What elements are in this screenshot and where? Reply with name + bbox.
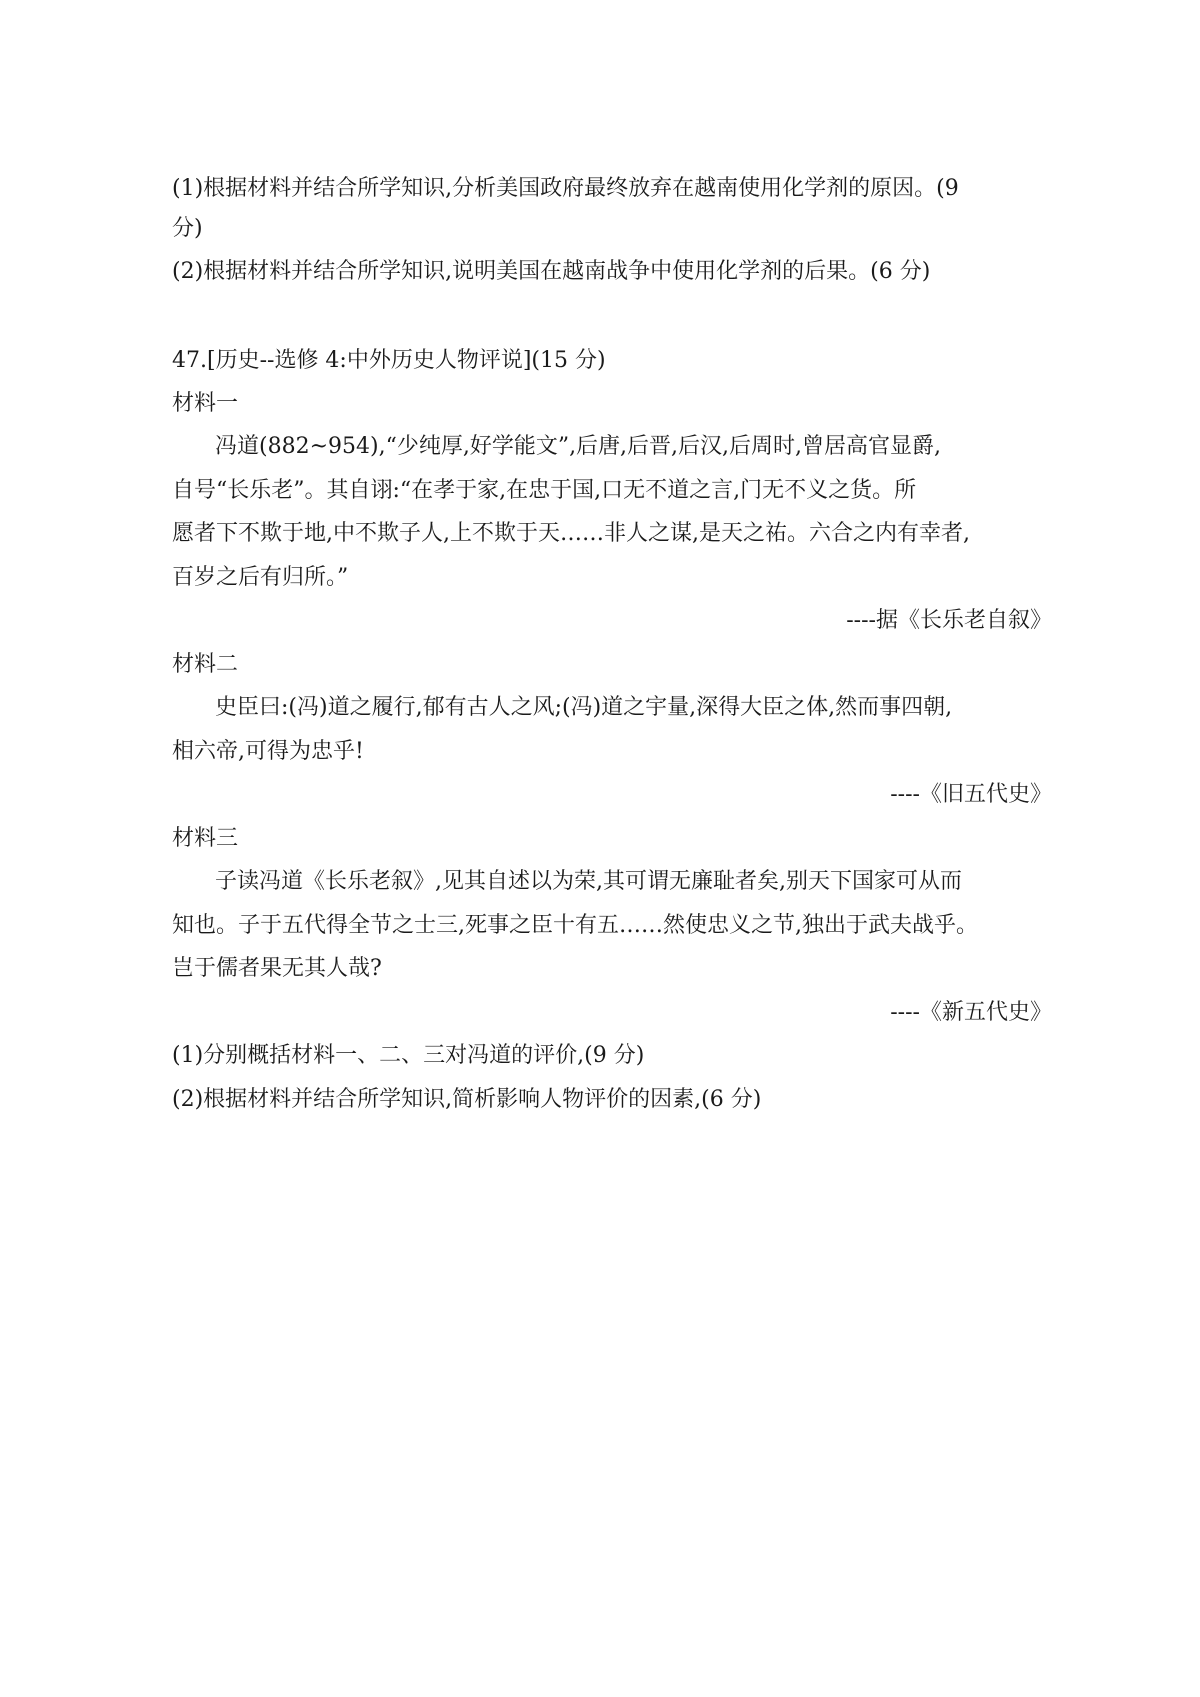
material-3-line: 知也。子于五代得全节之士三,死事之臣十有五……然使忠义之节,独出于武夫战乎。 [172,913,978,938]
prev-question-2: (2)根据材料并结合所学知识,说明美国在越南战争中使用化学剂的后果。(6 分) [172,259,931,284]
material-1-line: 愿者下不欺于地,中不欺子人,上不欺于天……非人之谋,是天之祐。六合之内有幸者, [172,521,970,546]
material-2-source: ----《旧五代史》 [890,782,1052,807]
material-2-label: 材料二 [172,652,239,677]
material-3-line: 子读冯道《长乐老叙》,见其自述以为荣,其可谓无廉耻者矣,别天下国家可从而 [215,869,962,894]
material-3-label: 材料三 [172,826,239,851]
prev-question-1-line-2: 分) [172,216,203,241]
material-1-line: 冯道(882~954),“少纯厚,好学能文”,后唐,后晋,后汉,后周时,曾居高官显爵, [215,434,942,459]
material-2-line: 相六帝,可得为忠乎! [172,739,364,764]
sub-question-2: (2)根据材料并结合所学知识,简析影响人物评价的因素,(6 分) [172,1087,762,1112]
question-47-heading: 47.[历史--选修 4:中外历史人物评说](15 分) [172,348,606,373]
material-3-line: 岂于儒者果无其人哉? [172,956,382,981]
material-3-source: ----《新五代史》 [890,1000,1052,1025]
prev-question-1-line-1: (1)根据材料并结合所学知识,分析美国政府最终放弃在越南使用化学剂的原因。(9 [172,176,959,201]
material-1-line: 百岁之后有归所。” [172,565,349,590]
material-1-source: ----据《长乐老自叙》 [846,608,1052,633]
material-1-line: 自号“长乐老”。其自诩:“在孝于家,在忠于国,口无不道之言,门无不义之货。所 [172,478,917,503]
sub-question-1: (1)分别概括材料一、二、三对冯道的评价,(9 分) [172,1043,645,1068]
material-1-label: 材料一 [172,391,239,416]
material-2-line: 史臣曰:(冯)道之履行,郁有古人之风;(冯)道之宇量,深得大臣之体,然而事四朝, [215,695,953,720]
